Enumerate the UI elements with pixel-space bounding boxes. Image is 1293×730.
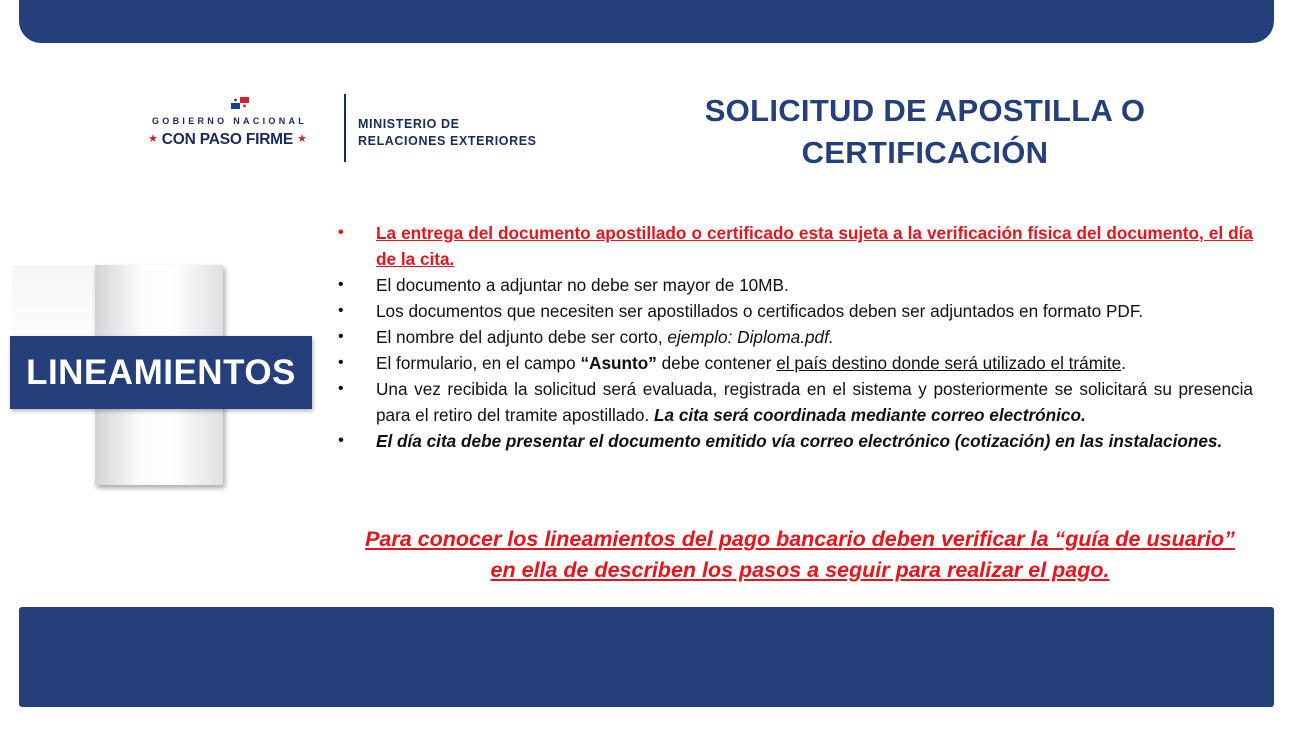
logo-firm-label: CON PASO FIRME — [161, 131, 294, 148]
page-title — [660, 90, 1190, 174]
item-underlined: el país destino donde será utilizado el trámite — [776, 353, 1122, 373]
top-banner — [19, 0, 1274, 43]
list-item — [338, 376, 1253, 428]
logo-gov-text: GOBIERNO NACIONAL — [152, 116, 308, 126]
item-field-name: “Asunto” — [580, 353, 657, 373]
item-text: debe contener — [656, 353, 777, 373]
item-text: El nombre del adjunto debe ser corto, — [376, 327, 668, 347]
bottom-banner — [19, 607, 1274, 707]
government-logo — [148, 94, 578, 164]
section-label: LINEAMIENTOS — [10, 336, 312, 409]
list-item — [338, 350, 1253, 376]
title-line-1: SOLICITUD DE APOSTILLA O — [704, 93, 1146, 128]
payment-note: Para conocer los lineamientos del pago bancario deben verificar la “guía de usuario” en ella de describen los pasos a seguir para realizar el pago. — [365, 527, 1235, 582]
star-icon: ★ — [148, 133, 158, 145]
item-text: El formulario, en el campo — [376, 353, 581, 373]
logo-firm-text — [148, 131, 307, 149]
list-item: • El día cita debe presentar el documento emitido vía correo electrónico (cotización) en las instalaciones. — [338, 428, 1253, 454]
list-item: • El documento a adjuntar no debe ser mayor de 10MB. — [338, 272, 1253, 298]
logo-divider — [344, 94, 346, 162]
ministry-line-2: RELACIONES EXTERIORES — [358, 134, 537, 148]
list-item: • La entrega del documento apostillado o certificado esta sujeta a la verificación física del documento, el día de la cita. — [338, 220, 1253, 272]
guidelines-list — [338, 220, 1253, 454]
list-item — [338, 324, 1253, 350]
item-text: Una vez recibida la solicitud será evaluada, registrada en el sistema y posteriormente se solicitará su presencia para el retiro del tramite apostillado. — [376, 379, 1253, 425]
panama-flag-icon — [231, 97, 249, 109]
list-item: • Los documentos que necesiten ser apostillados o certificados deben ser adjuntados en formato PDF. — [338, 298, 1253, 324]
title-line-2: CERTIFICACIÓN — [801, 135, 1049, 170]
item-text: . — [1121, 353, 1126, 373]
item-example: ejemplo: Diploma.pdf. — [667, 327, 834, 347]
ministry-name — [358, 116, 537, 150]
item-emphasis: La cita será coordinada mediante correo electrónico. — [654, 405, 1086, 425]
star-icon: ★ — [297, 133, 307, 145]
ministry-line-1: MINISTERIO DE — [358, 117, 460, 131]
